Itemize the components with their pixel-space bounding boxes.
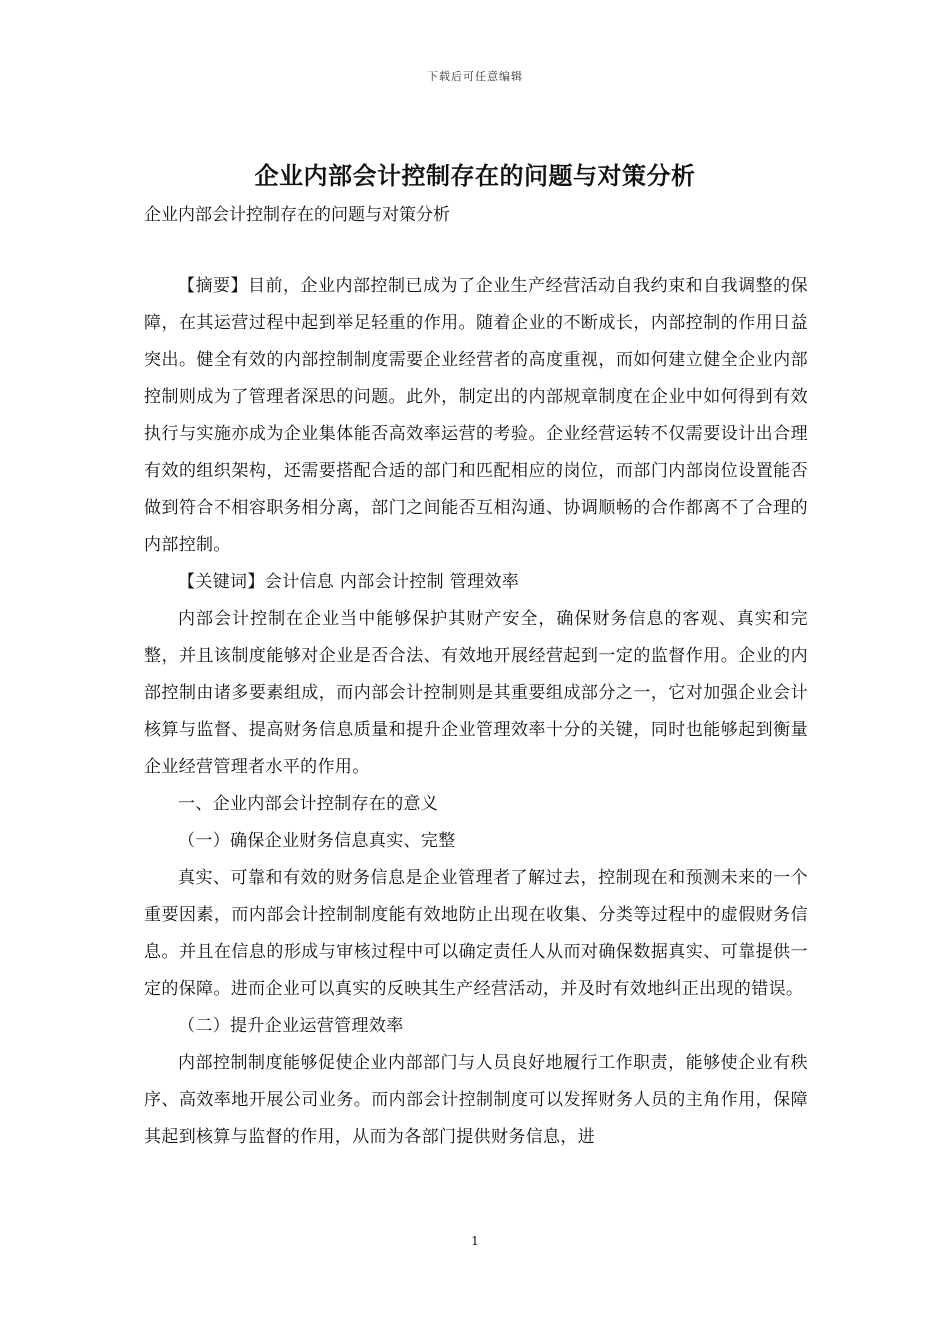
abstract-paragraph: 【摘要】目前，企业内部控制已成为了企业生产经营活动自我约束和自我调整的保障，在其运营过程中起到举足轻重的作用。随着企业的不断成长，内部控制的作用日益突出。健全有效的内部控制制度需要企业经营者的高度重视，而如何建立健全企业内部控制则成为了管理者深思的问题。此外，制定出的内部规章制度在企业中如何得到有效执行与实施亦成为企业集体能否高效率运营的考验。企业经营运转不仅需要设计出合理有效的组织架构，还需要搭配合适的部门和匹配相应的岗位，而部门内部岗位设置能否做到符合不相容职务相分离，部门之间能否互相沟通、协调顺畅的合作都离不了合理的内部控制。: [144, 276, 808, 555]
subsection-heading: （二）提升企业运营管理效率: [178, 1016, 404, 1036]
subsection-heading: （一）确保企业财务信息真实、完整: [178, 831, 456, 851]
document-subtitle: 企业内部会计控制存在的问题与对策分析: [144, 205, 450, 225]
document-body: [144, 268, 808, 1156]
page-number: 1: [471, 1234, 479, 1248]
document-title: 企业内部会计控制存在的问题与对策分析: [254, 161, 696, 190]
header-note: 下载后可任意编辑: [427, 70, 523, 83]
intro-paragraph: 内部会计控制在企业当中能够保护其财产安全，确保财务信息的客观、真实和完整，并且该制度能够对企业是否合法、有效地开展经营起到一定的监督作用。企业的内部控制由诸多要素组成，而内部会计控制则是其重要组成部分之一，它对加强企业会计核算与监督、提高财务信息质量和提升企业管理效率十分的关键，同时也能够起到衡量企业经营管理者水平的作用。: [144, 609, 808, 777]
keywords-paragraph: 【关键词】会计信息 内部会计控制 管理效率: [178, 572, 520, 592]
body-paragraph: 真实、可靠和有效的财务信息是企业管理者了解过去，控制现在和预测未来的一个重要因素，而内部会计控制制度能有效地防止出现在收集、分类等过程中的虚假财务信息。并且在信息的形成与审核过程中可以确定责任人从而对确保数据真实、可靠提供一定的保障。进而企业可以真实的反映其生产经营活动，并及时有效地纠正出现的错误。: [144, 868, 808, 999]
section-heading: 一、企业内部会计控制存在的意义: [178, 794, 439, 814]
body-paragraph: 内部控制制度能够促使企业内部部门与人员良好地履行工作职责，能够使企业有秩序、高效率地开展公司业务。而内部会计控制制度可以发挥财务人员的主角作用，保障其起到核算与监督的作用，从而为各部门提供财务信息，进: [144, 1053, 808, 1147]
